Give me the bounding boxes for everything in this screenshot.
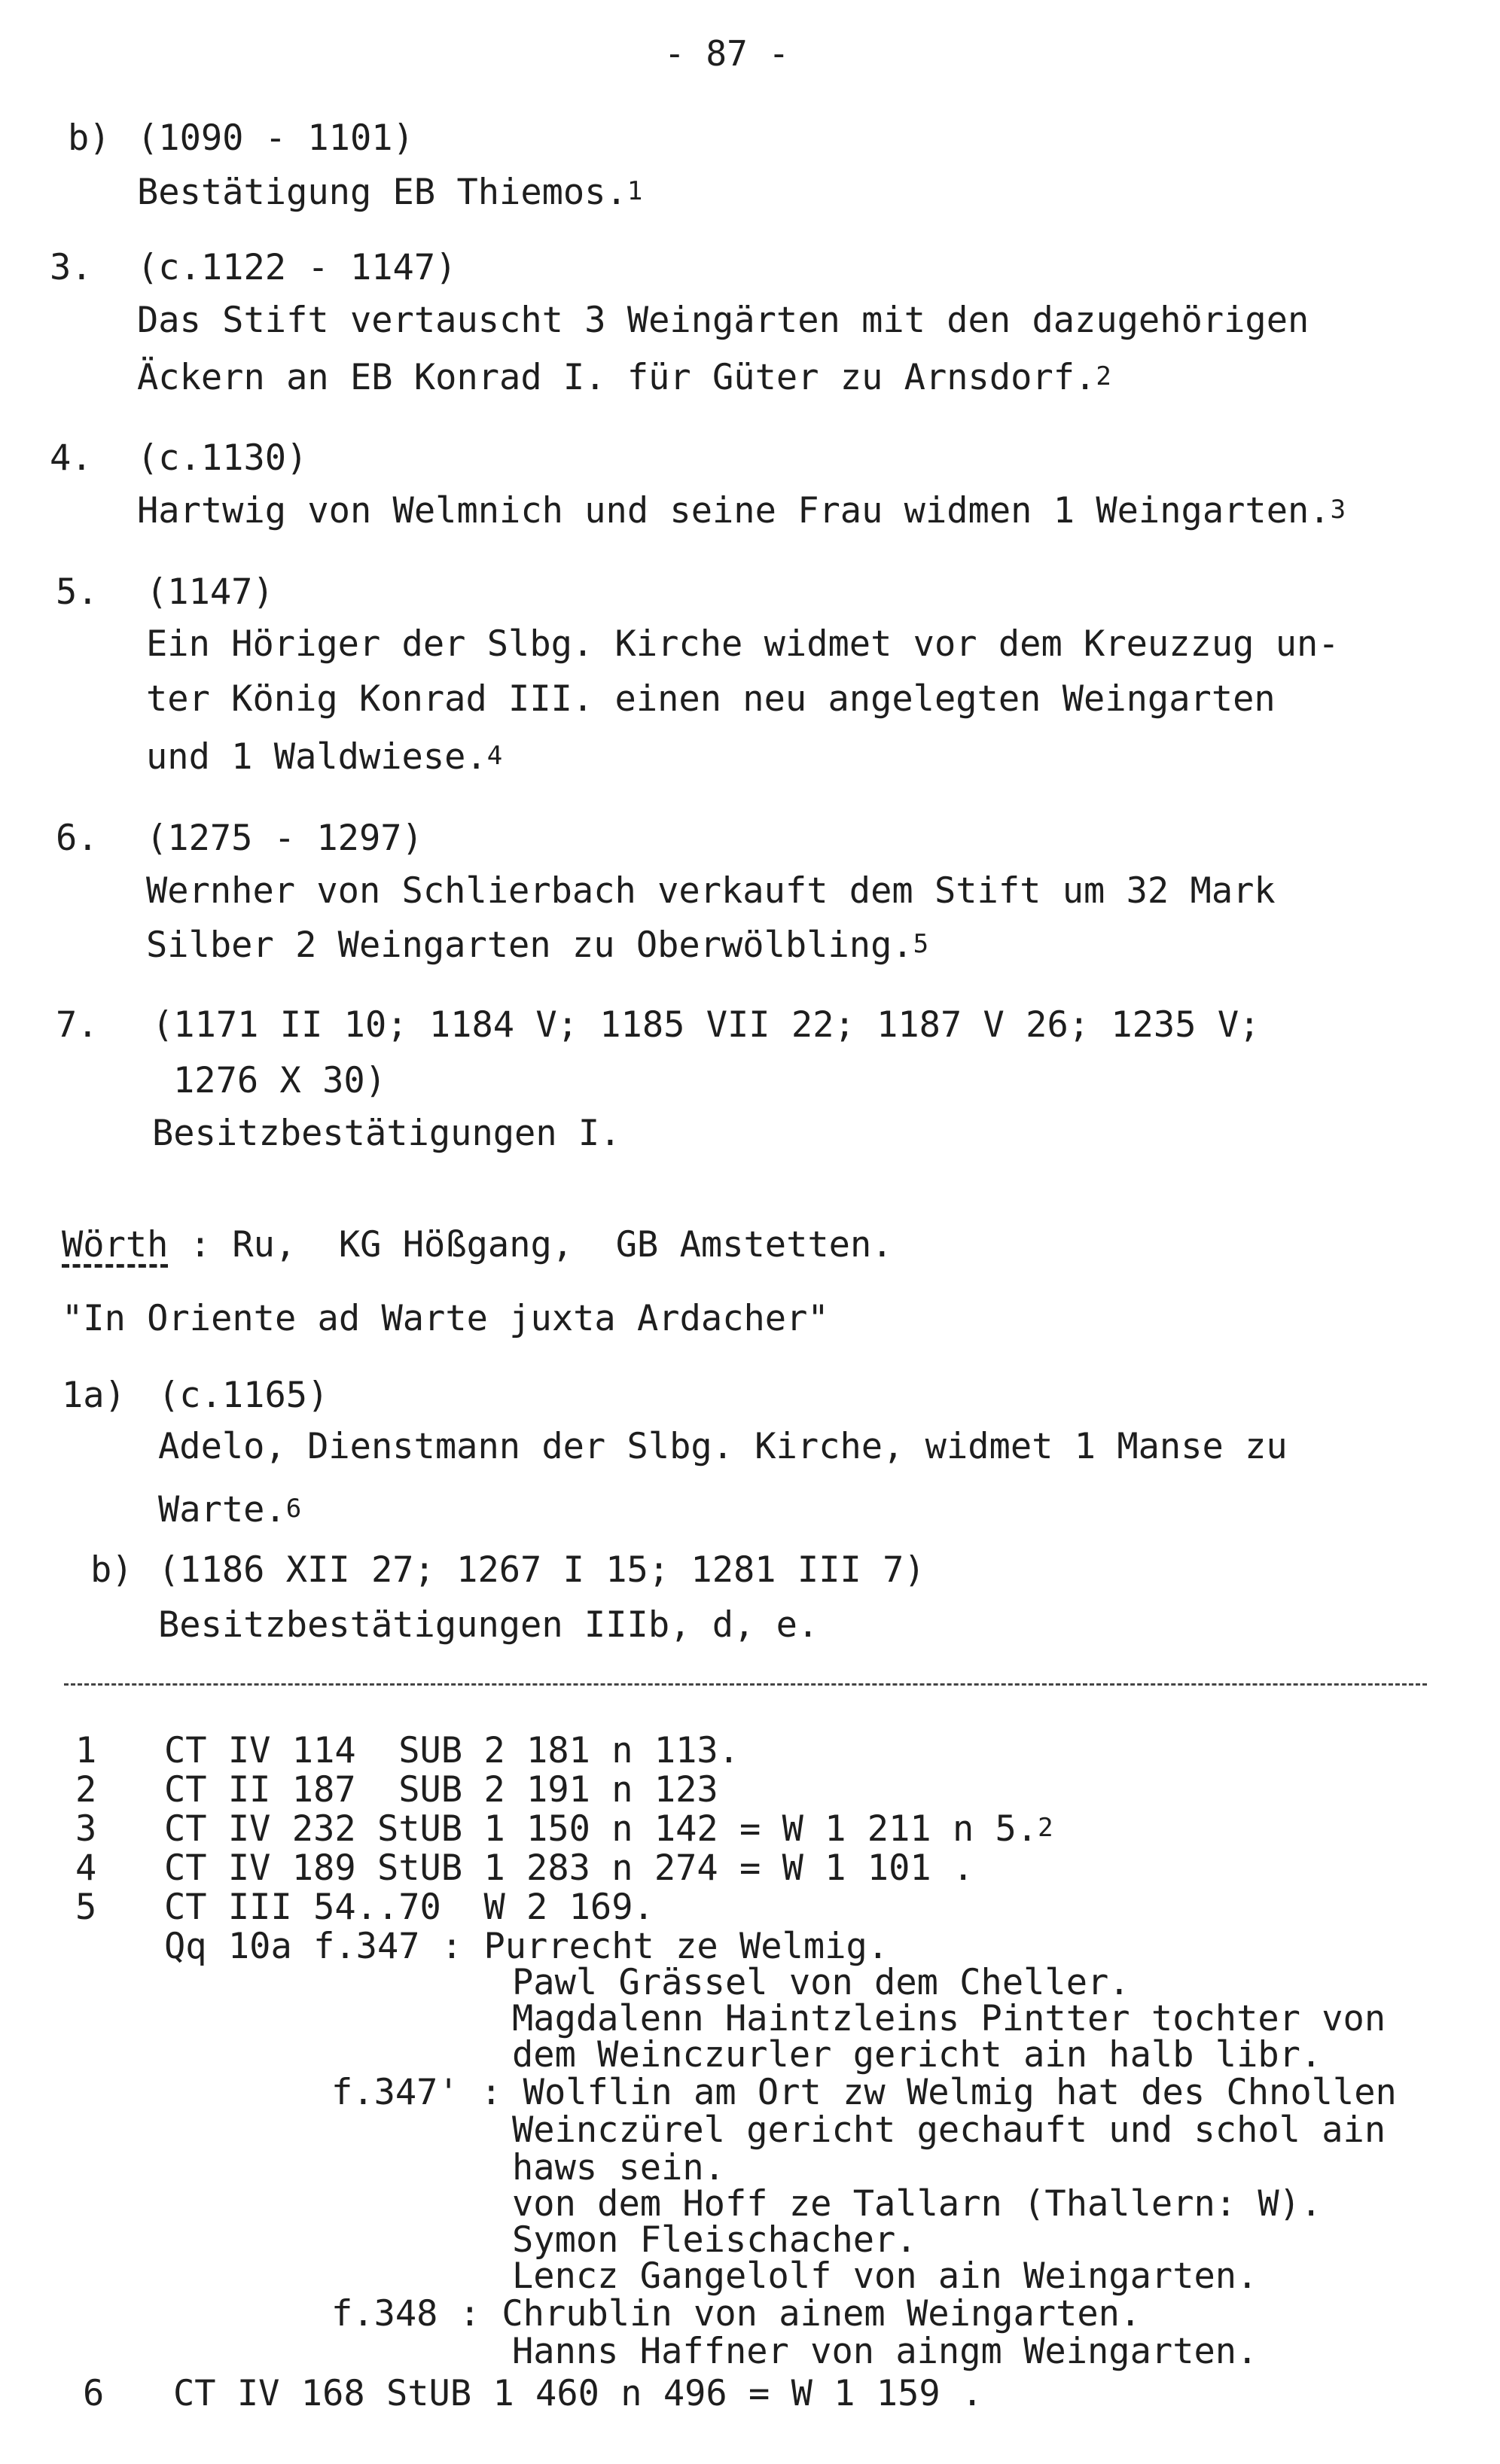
entry-number: 7.: [56, 1004, 99, 1046]
footnote-text: Lencz Gangelolf von ain Weingarten.: [512, 2255, 1258, 2297]
entry-number: 6.: [56, 818, 99, 859]
footnote-subscript: 2: [1038, 1813, 1053, 1843]
footnote-number: 4: [75, 1847, 97, 1889]
entry-text: Hartwig von Welmnich und seine Frau widmen 1 Weingarten.$^3$: [137, 490, 1346, 531]
footnote-ref: 2: [1096, 361, 1111, 391]
entry-number: 5.: [56, 571, 99, 613]
entry-text: ter König Konrad III. einen neu angelegten Weingarten: [146, 678, 1276, 720]
entry-date: (1186 XII 27; 1267 I 15; 1281 III 7): [158, 1549, 925, 1591]
footnote-text: von dem Hoff ze Tallarn (Thallern: W).: [512, 2183, 1322, 2225]
footnote-text: CT IV 114 SUB 2 181 n 113.: [164, 1730, 740, 1771]
entry-text: Adelo, Dienstmann der Slbg. Kirche, widmet 1 Manse zu: [158, 1426, 1288, 1467]
footnote-text: Weinczürel gericht gechauft und schol ain: [512, 2109, 1386, 2151]
entry-number: 1a): [62, 1375, 126, 1416]
footnote-text: Pawl Grässel von dem Cheller.: [512, 1962, 1130, 2003]
entry-date: (1090 - 1101): [137, 117, 414, 159]
footnote-text: CT IV 189 StUB 1 283 n 274 = W 1 101 .: [164, 1847, 974, 1889]
footnote-ref: 1: [627, 176, 643, 206]
entry-date: (1275 - 1297): [146, 818, 423, 859]
page-number: - 87 -: [664, 33, 790, 74]
entry-text: Äckern an EB Konrad I. für Güter zu Arnsdorf.$^2$: [137, 357, 1111, 398]
footnote-text: CT IV 168 StUB 1 460 n 496 = W 1 159 .: [173, 2373, 983, 2414]
entry-date: (1147): [146, 571, 274, 613]
section-quote: "In Oriente ad Warte juxta Ardacher": [62, 1298, 829, 1339]
entry-text: Besitzbestätigungen I.: [152, 1113, 621, 1154]
entry-text: Silber 2 Weingarten zu Oberwölbling.$^5$: [146, 924, 929, 966]
footnote-text: f.348 : Chrublin von ainem Weingarten.: [331, 2293, 1142, 2335]
entry-date: (1171 II 10; 1184 V; 1185 VII 22; 1187 V 26; 1235 V;: [152, 1004, 1261, 1046]
entry-text: Besitzbestätigungen IIIb, d, e.: [158, 1604, 819, 1646]
entry-text: Wernher von Schlierbach verkauft dem Stift um 32 Mark: [146, 870, 1276, 912]
footnote-ref: 5: [913, 929, 929, 959]
place-name: Wörth: [62, 1224, 169, 1266]
entry-text: Ein Höriger der Slbg. Kirche widmet vor dem Kreuzzug un-: [146, 623, 1340, 665]
footnote-ref: 6: [285, 1494, 302, 1524]
footnote-text: Magdalenn Haintzleins Pintter tochter von: [512, 1998, 1386, 2039]
footnote-text: CT II 187 SUB 2 191 n 123: [164, 1769, 718, 1811]
entry-date: (c.1165): [158, 1375, 329, 1416]
entry-number: b): [68, 117, 111, 159]
entry-text: Bestätigung EB Thiemos.$^1$: [137, 172, 643, 213]
footnote-number: 6: [83, 2373, 105, 2414]
footnote-number: 3: [75, 1808, 97, 1850]
footnote-ref: 3: [1330, 495, 1346, 525]
footnote-text: Qq 10a f.347 : Purrecht ze Welmig.: [164, 1926, 889, 1967]
footnote-number: 2: [75, 1769, 97, 1811]
footnote-text: Symon Fleischacher.: [512, 2219, 917, 2261]
entry-text: Warte.$^6$: [158, 1489, 302, 1530]
footnote-text: CT IV 232 StUB 1 150 n 142 = W 1 211 n 5.$^2$: [164, 1808, 1053, 1850]
footnote-number: 1: [75, 1730, 97, 1771]
entry-text: und 1 Waldwiese.$^4$: [146, 736, 503, 778]
entry-text: Das Stift vertauscht 3 Weingärten mit den dazugehörigen: [137, 300, 1309, 341]
footnote-separator: [64, 1683, 1427, 1686]
entry-date-cont: 1276 X 30): [173, 1060, 386, 1101]
footnote-ref: 4: [486, 741, 503, 771]
footnote-text: CT III 54..70 W 2 169.: [164, 1887, 654, 1928]
footnote-text: dem Weinczurler gericht ain halb libr.: [512, 2034, 1322, 2076]
section-heading: Wörth : Ru, KG Hößgang, GB Amstetten.: [62, 1224, 893, 1266]
entry-number: 4.: [50, 437, 93, 479]
entry-number: b): [90, 1549, 133, 1591]
entry-date: (c.1130): [137, 437, 308, 479]
entry-number: 3.: [50, 247, 93, 288]
footnote-number: 5: [75, 1887, 97, 1928]
footnote-text: haws sein.: [512, 2147, 725, 2188]
entry-date: (c.1122 - 1147): [137, 247, 457, 288]
footnote-text: f.347' : Wolflin am Ort zw Welmig hat des Chnollen: [331, 2072, 1397, 2113]
footnote-text: Hanns Haffner von aingm Weingarten.: [512, 2331, 1258, 2372]
